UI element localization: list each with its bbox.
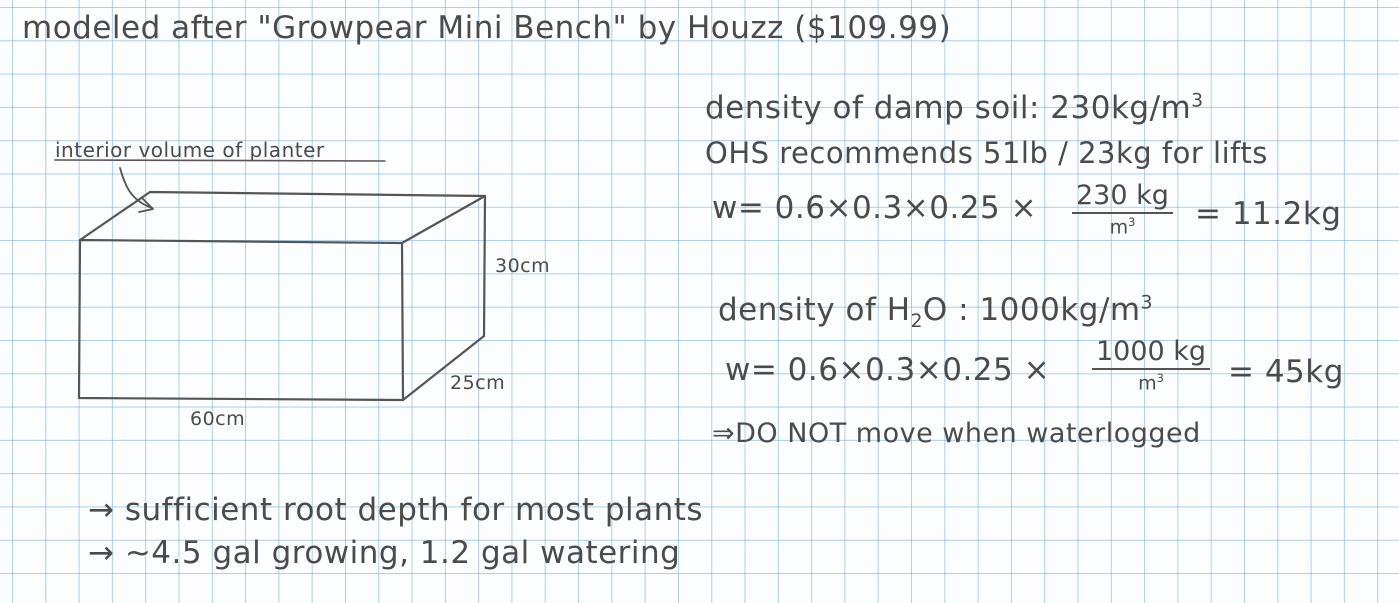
water-fraction-denominator: $m^3$ xyxy=(1138,371,1164,395)
water-fraction-numerator: 1000 kg xyxy=(1092,336,1210,370)
water-weight-lhs: w= 0.6×0.3×0.25 × xyxy=(725,352,1051,388)
model-note: modeled after "Growpear Mini Bench" by Houzz ($109.99) xyxy=(22,10,952,46)
water-density: density of $H_2O$ : $1000kg/m^3$ xyxy=(718,292,1153,333)
planter-volume-label: interior volume of planter xyxy=(55,138,325,162)
depth-dimension: 25cm xyxy=(450,372,506,394)
label-underline xyxy=(55,160,385,161)
water-weight-result: = 45kg xyxy=(1228,354,1344,390)
box-front-face xyxy=(79,240,403,400)
box-right-side xyxy=(403,196,485,400)
soil-fraction-numerator: 230 kg xyxy=(1072,180,1173,214)
height-dimension: 30cm xyxy=(495,255,551,277)
soil-weight-lhs: w= 0.6×0.3×0.25 × xyxy=(712,190,1038,226)
note-root-depth: → sufficient root depth for most plants xyxy=(88,492,704,528)
soil-fraction xyxy=(1072,180,1173,238)
ohs-recommendation: OHS recommends 51lb / 23kg for lifts xyxy=(705,136,1268,170)
soil-weight-result: = 11.2kg xyxy=(1195,196,1342,232)
soil-density: density of damp soil: $230kg/m^3$ xyxy=(705,90,1204,126)
note-gallons: → ~4.5 gal growing, 1.2 gal watering xyxy=(88,535,681,571)
box-top-back-edge xyxy=(80,192,485,243)
waterlogged-warning: ⇒DO NOT move when waterlogged xyxy=(712,418,1201,449)
width-dimension: 60cm xyxy=(190,408,246,430)
soil-fraction-denominator: $m^3$ xyxy=(1109,215,1136,239)
water-fraction xyxy=(1092,336,1210,394)
